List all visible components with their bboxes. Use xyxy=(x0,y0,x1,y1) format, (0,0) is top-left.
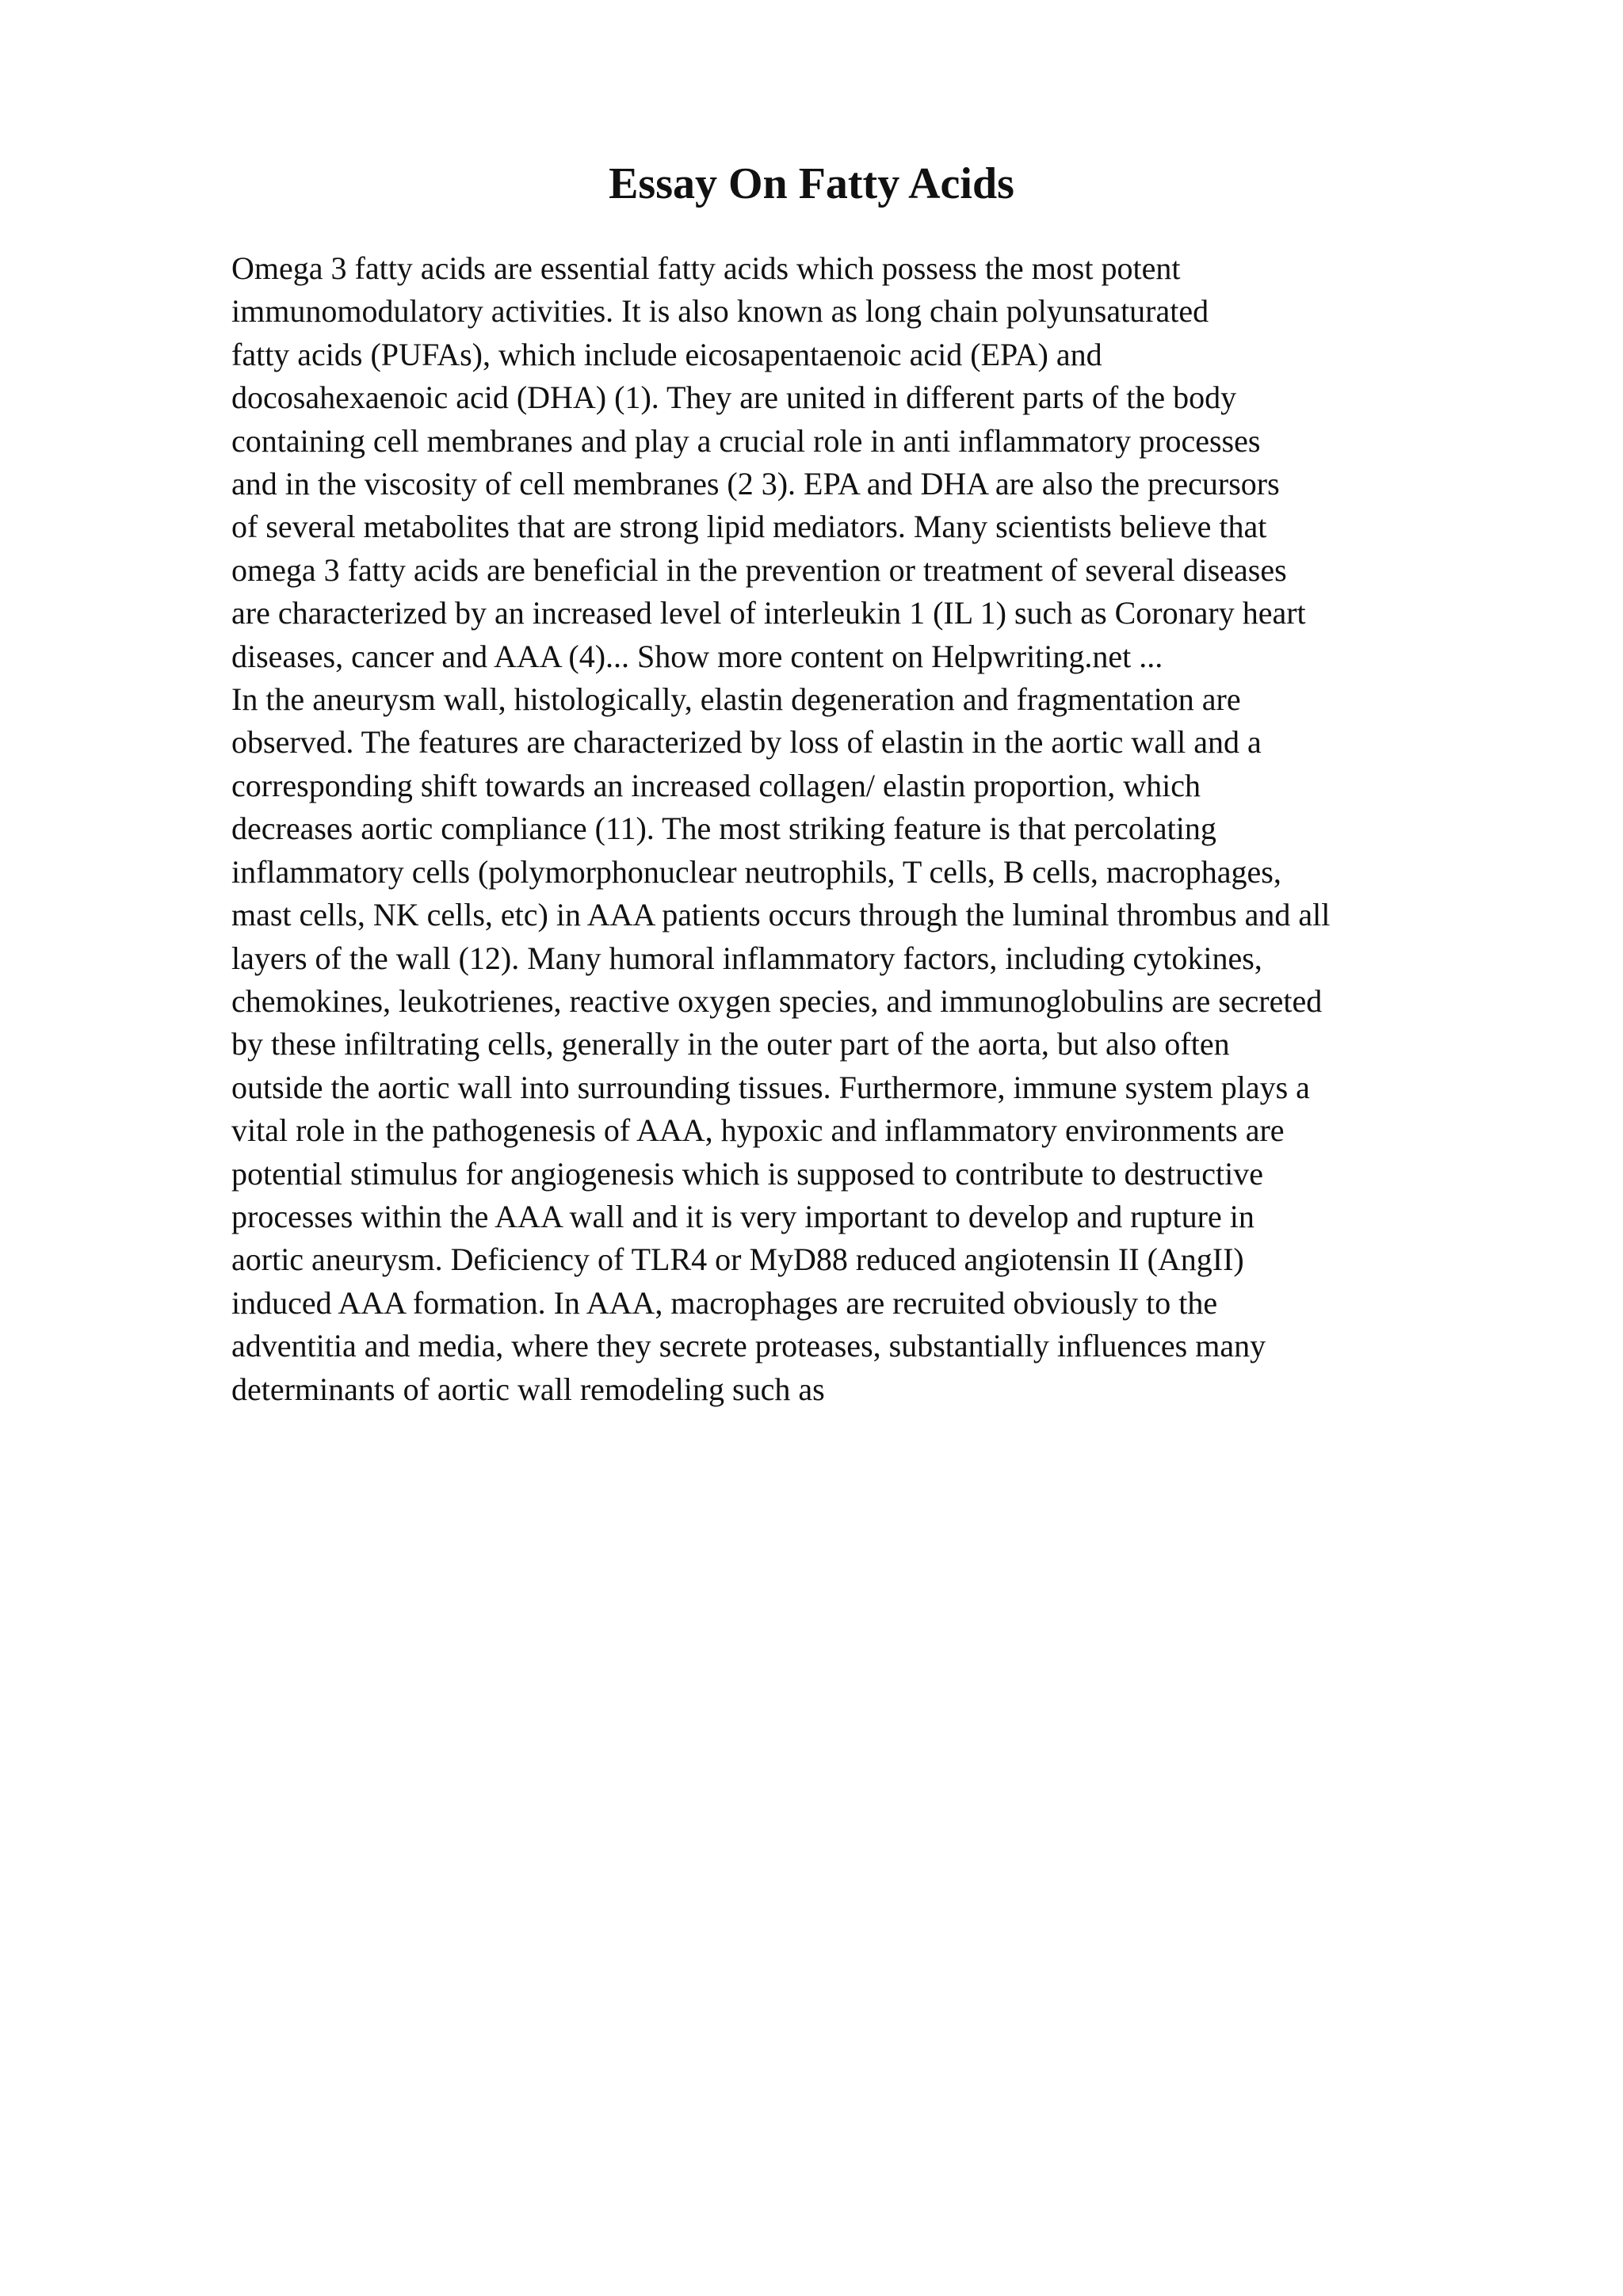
text-line: fatty acids (PUFAs), which include eicosapentaenoic acid (EPA) and xyxy=(231,336,1102,372)
text-line: processes within the AAA wall and it is very important to develop and rupture in xyxy=(231,1198,1254,1234)
text-line: by these infiltrating cells, generally in the outer part of the aorta, but also often xyxy=(231,1026,1230,1062)
text-line: diseases, cancer and AAA (4)... Show more content on Helpwriting.net ... xyxy=(231,638,1163,674)
text-line: potential stimulus for angiogenesis which is supposed to contribute to destructive xyxy=(231,1155,1264,1192)
text-line: In the aneurysm wall, histologically, elastin degeneration and fragmentation are xyxy=(231,681,1241,718)
essay-body xyxy=(231,247,1531,1411)
text-line: observed. The features are characterized by loss of elastin in the aortic wall and a xyxy=(231,724,1262,761)
text-line: Omega 3 fatty acids are essential fatty acids which possess the most potent xyxy=(231,250,1181,286)
text-line: aortic aneurysm. Deficiency of TLR4 or MyD88 reduced angiotensin II (AngII) xyxy=(231,1241,1244,1278)
text-line: are characterized by an increased level of interleukin 1 (IL 1) such as Coronary heart xyxy=(231,595,1306,631)
text-line: and in the viscosity of cell membranes (2 3). EPA and DHA are also the precursors xyxy=(231,466,1280,502)
text-line: decreases aortic compliance (11). The most striking feature is that percolating xyxy=(231,810,1216,847)
text-line: chemokines, leukotrienes, reactive oxygen species, and immunoglobulins are secreted xyxy=(231,982,1323,1019)
text-line: mast cells, NK cells, etc) in AAA patients occurs through the luminal thrombus and all xyxy=(231,897,1331,933)
text-line: layers of the wall (12). Many humoral inflammatory factors, including cytokines, xyxy=(231,940,1262,976)
text-line: immunomodulatory activities. It is also known as long chain polyunsaturated xyxy=(231,293,1209,330)
text-line: determinants of aortic wall remodeling such as xyxy=(231,1371,825,1407)
essay-title: Essay On Fatty Acids xyxy=(609,159,1014,208)
text-line: of several metabolites that are strong lipid mediators. Many scientists believe that xyxy=(231,509,1267,545)
text-line: induced AAA formation. In AAA, macrophages are recruited obviously to the xyxy=(231,1284,1218,1321)
text-line: docosahexaenoic acid (DHA) (1). They are united in different parts of the body xyxy=(231,379,1237,416)
text-line: vital role in the pathogenesis of AAA, hypoxic and inflammatory environments are xyxy=(231,1112,1285,1149)
text-line: inflammatory cells (polymorphonuclear neutrophils, T cells, B cells, macrophages, xyxy=(231,853,1281,890)
text-line: omega 3 fatty acids are beneficial in the prevention or treatment of several diseases xyxy=(231,551,1287,588)
text-line: containing cell membranes and play a crucial role in anti inflammatory processes xyxy=(231,422,1261,459)
text-line: outside the aortic wall into surrounding tissues. Furthermore, immune system plays a xyxy=(231,1069,1310,1105)
text-line: corresponding shift towards an increased collagen/ elastin proportion, which xyxy=(231,767,1201,803)
text-line: adventitia and media, where they secrete proteases, substantially influences many xyxy=(231,1328,1266,1364)
